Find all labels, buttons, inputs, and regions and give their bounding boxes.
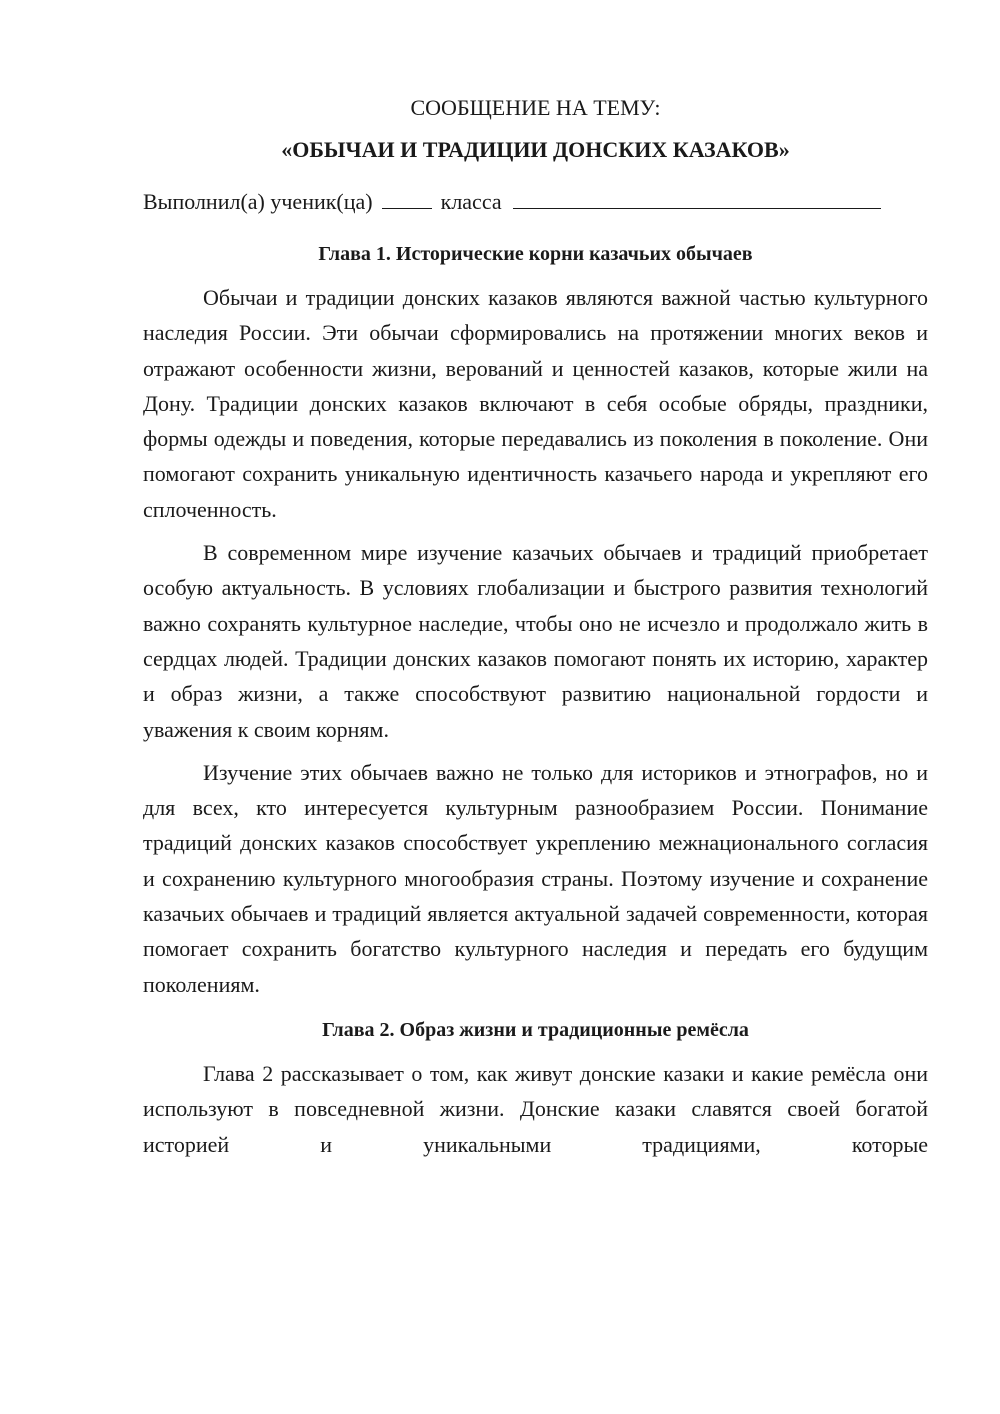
chapter-1-paragraph-2: В современном мире изучение казачьих обычаев и традиций приобретает особую актуальность. В условиях глобализации и быстрого развития технологий важно сохранять культурное наследие, чтобы оно не исчезло и продолжало жить в сердцах людей. Традиции донских казаков помогают понять их историю, характер и образ жизни, а также способствуют развитию национальной гордости и уважения к своим корням. [143, 540, 928, 742]
chapter-2-paragraph-1: Глава 2 рассказывает о том, как живут донские казаки и какие ремёсла они используют в повседневной жизни. Донские казаки славятся своей богатой историей и уникальными традициями, которые [143, 1060, 928, 1157]
topic-line: СООБЩЕНИЕ НА ТЕМУ: [410, 95, 661, 120]
chapter-1-heading: Глава 1. Исторические корни казачьих обычаев [318, 243, 753, 265]
document-title: «ОБЫЧАИ И ТРАДИЦИИ ДОНСКИХ КАЗАКОВ» [281, 137, 790, 162]
class-number-blank [382, 188, 432, 209]
document-page [143, 92, 928, 1162]
student-name-blank [513, 188, 881, 209]
chapter-2-heading: Глава 2. Образ жизни и традиционные ремёсла [322, 1018, 749, 1041]
performed-by-label: Выполнил(а) ученик(ца) [143, 189, 373, 214]
chapter-1-paragraph-1: Обычаи и традиции донских казаков являются важной частью культурного наследия России. Эти обычаи сформировались на протяжении многих веков и отражают особенности жизни, верований и ценностей казаков, которые жили на Дону. Традиции донских казаков включают в себя особые обряды, праздники, формы одежды и поведения, которые передавались из поколения в поколение. Они помогают сохранить уникальную идентичность казачьего народа и укрепляют его сплоченность. [143, 285, 928, 522]
class-label: класса [440, 189, 502, 214]
chapter-1-paragraph-3: Изучение этих обычаев важно не только для историков и этнографов, но и для всех, кто интересуется культурным разнообразием России. Понимание традиций донских казаков способствует укреплению межнационального согласия и сохранению культурного многообразия страны. Поэтому изучение и сохранение казачьих обычаев и традиций является актуальной задачей современности, которая помогает сохранить богатство культурного наследия и передать его будущим поколениям. [143, 759, 928, 997]
signature-line [143, 186, 928, 218]
